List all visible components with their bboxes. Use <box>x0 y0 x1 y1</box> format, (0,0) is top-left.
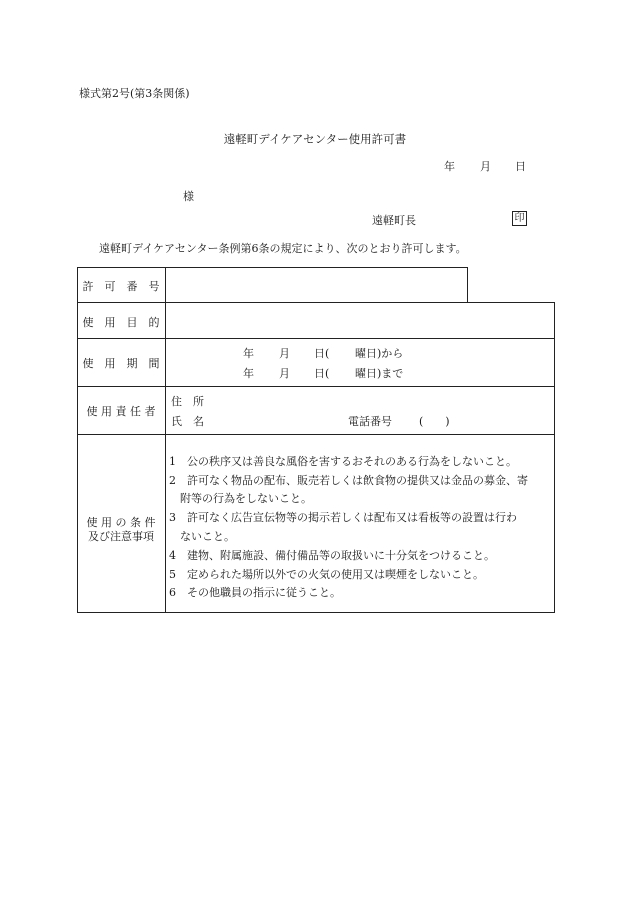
address-label: 住 所 <box>171 395 204 408</box>
permit-number-field[interactable] <box>167 269 465 301</box>
permit-table: 許 可 番 号 使 用 目 的 使 用 期 間 年 月 日( 曜日)から 年 月 日( 曜日)まで 使 用 責 任 者 住 所 氏 名 電話番号 ( ) 使 用 の 条 件 及び注意事項 1 公の秩序又は善良な風俗を害するおそれのある行為をしないこと。 2 許可なく物品の配布、販売若しくは飲食物の提供又は金品の募金、寄 附等の行為をしないこと。 3 許可なく広告宣伝物等の掲示若しくは配布又は看板等の設置は行わ ないこと。 4 建物、附属施設、備付備品等の取扱いに十分気をつけること。 5 定められた場所以外での火気の使用又は喫煙をしないこと。 6 その他職員の指示に従うこと。 <box>77 267 555 613</box>
condition-line: 1 公の秩序又は善良な風俗を害するおそれのある行為をしないこと。 <box>169 455 517 468</box>
purpose-label: 使 用 目 的 <box>82 316 160 329</box>
date-day-label: 日 <box>515 160 526 173</box>
condition-line: 4 建物、附属施設、備付備品等の取扱いに十分気をつけること。 <box>169 549 495 562</box>
condition-line: 附等の行為をしないこと。 <box>169 492 312 505</box>
seal-mark: 印 <box>512 211 527 226</box>
phone-parens: ( ) <box>419 415 450 428</box>
conditions-label-line2: 及び注意事項 <box>88 530 154 543</box>
phone-label: 電話番号 <box>348 415 392 428</box>
date-year-label: 年 <box>444 160 455 173</box>
conditions-label-line1: 使 用 の 条 件 <box>86 516 156 529</box>
purpose-field[interactable] <box>167 304 552 336</box>
condition-line: ないこと。 <box>169 530 235 543</box>
name-label: 氏 名 <box>171 415 204 428</box>
addressee-suffix: 様 <box>183 190 194 203</box>
condition-line: 6 その他職員の指示に従うこと。 <box>169 586 341 599</box>
document-title: 遠軽町デイケアセンター使用許可書 <box>223 132 407 146</box>
period-label: 使 用 期 間 <box>82 357 160 370</box>
responsible-person-label: 使 用 責 任 者 <box>86 405 156 418</box>
issuer-name: 遠軽町長 <box>372 214 416 227</box>
condition-line: 5 定められた場所以外での火気の使用又は喫煙をしないこと。 <box>169 568 484 581</box>
permit-number-label: 許 可 番 号 <box>82 280 160 293</box>
date-month-label: 月 <box>480 160 491 173</box>
condition-line: 3 許可なく広告宣伝物等の掲示若しくは配布又は看板等の設置は行わ <box>169 511 517 524</box>
condition-line: 2 許可なく物品の配布、販売若しくは飲食物の提供又は金品の募金、寄 <box>169 474 528 487</box>
form-number-label: 様式第2号(第3条関係) <box>79 87 190 100</box>
preamble-text: 遠軽町デイケアセンター条例第6条の規定により、次のとおり許可します。 <box>99 242 467 255</box>
